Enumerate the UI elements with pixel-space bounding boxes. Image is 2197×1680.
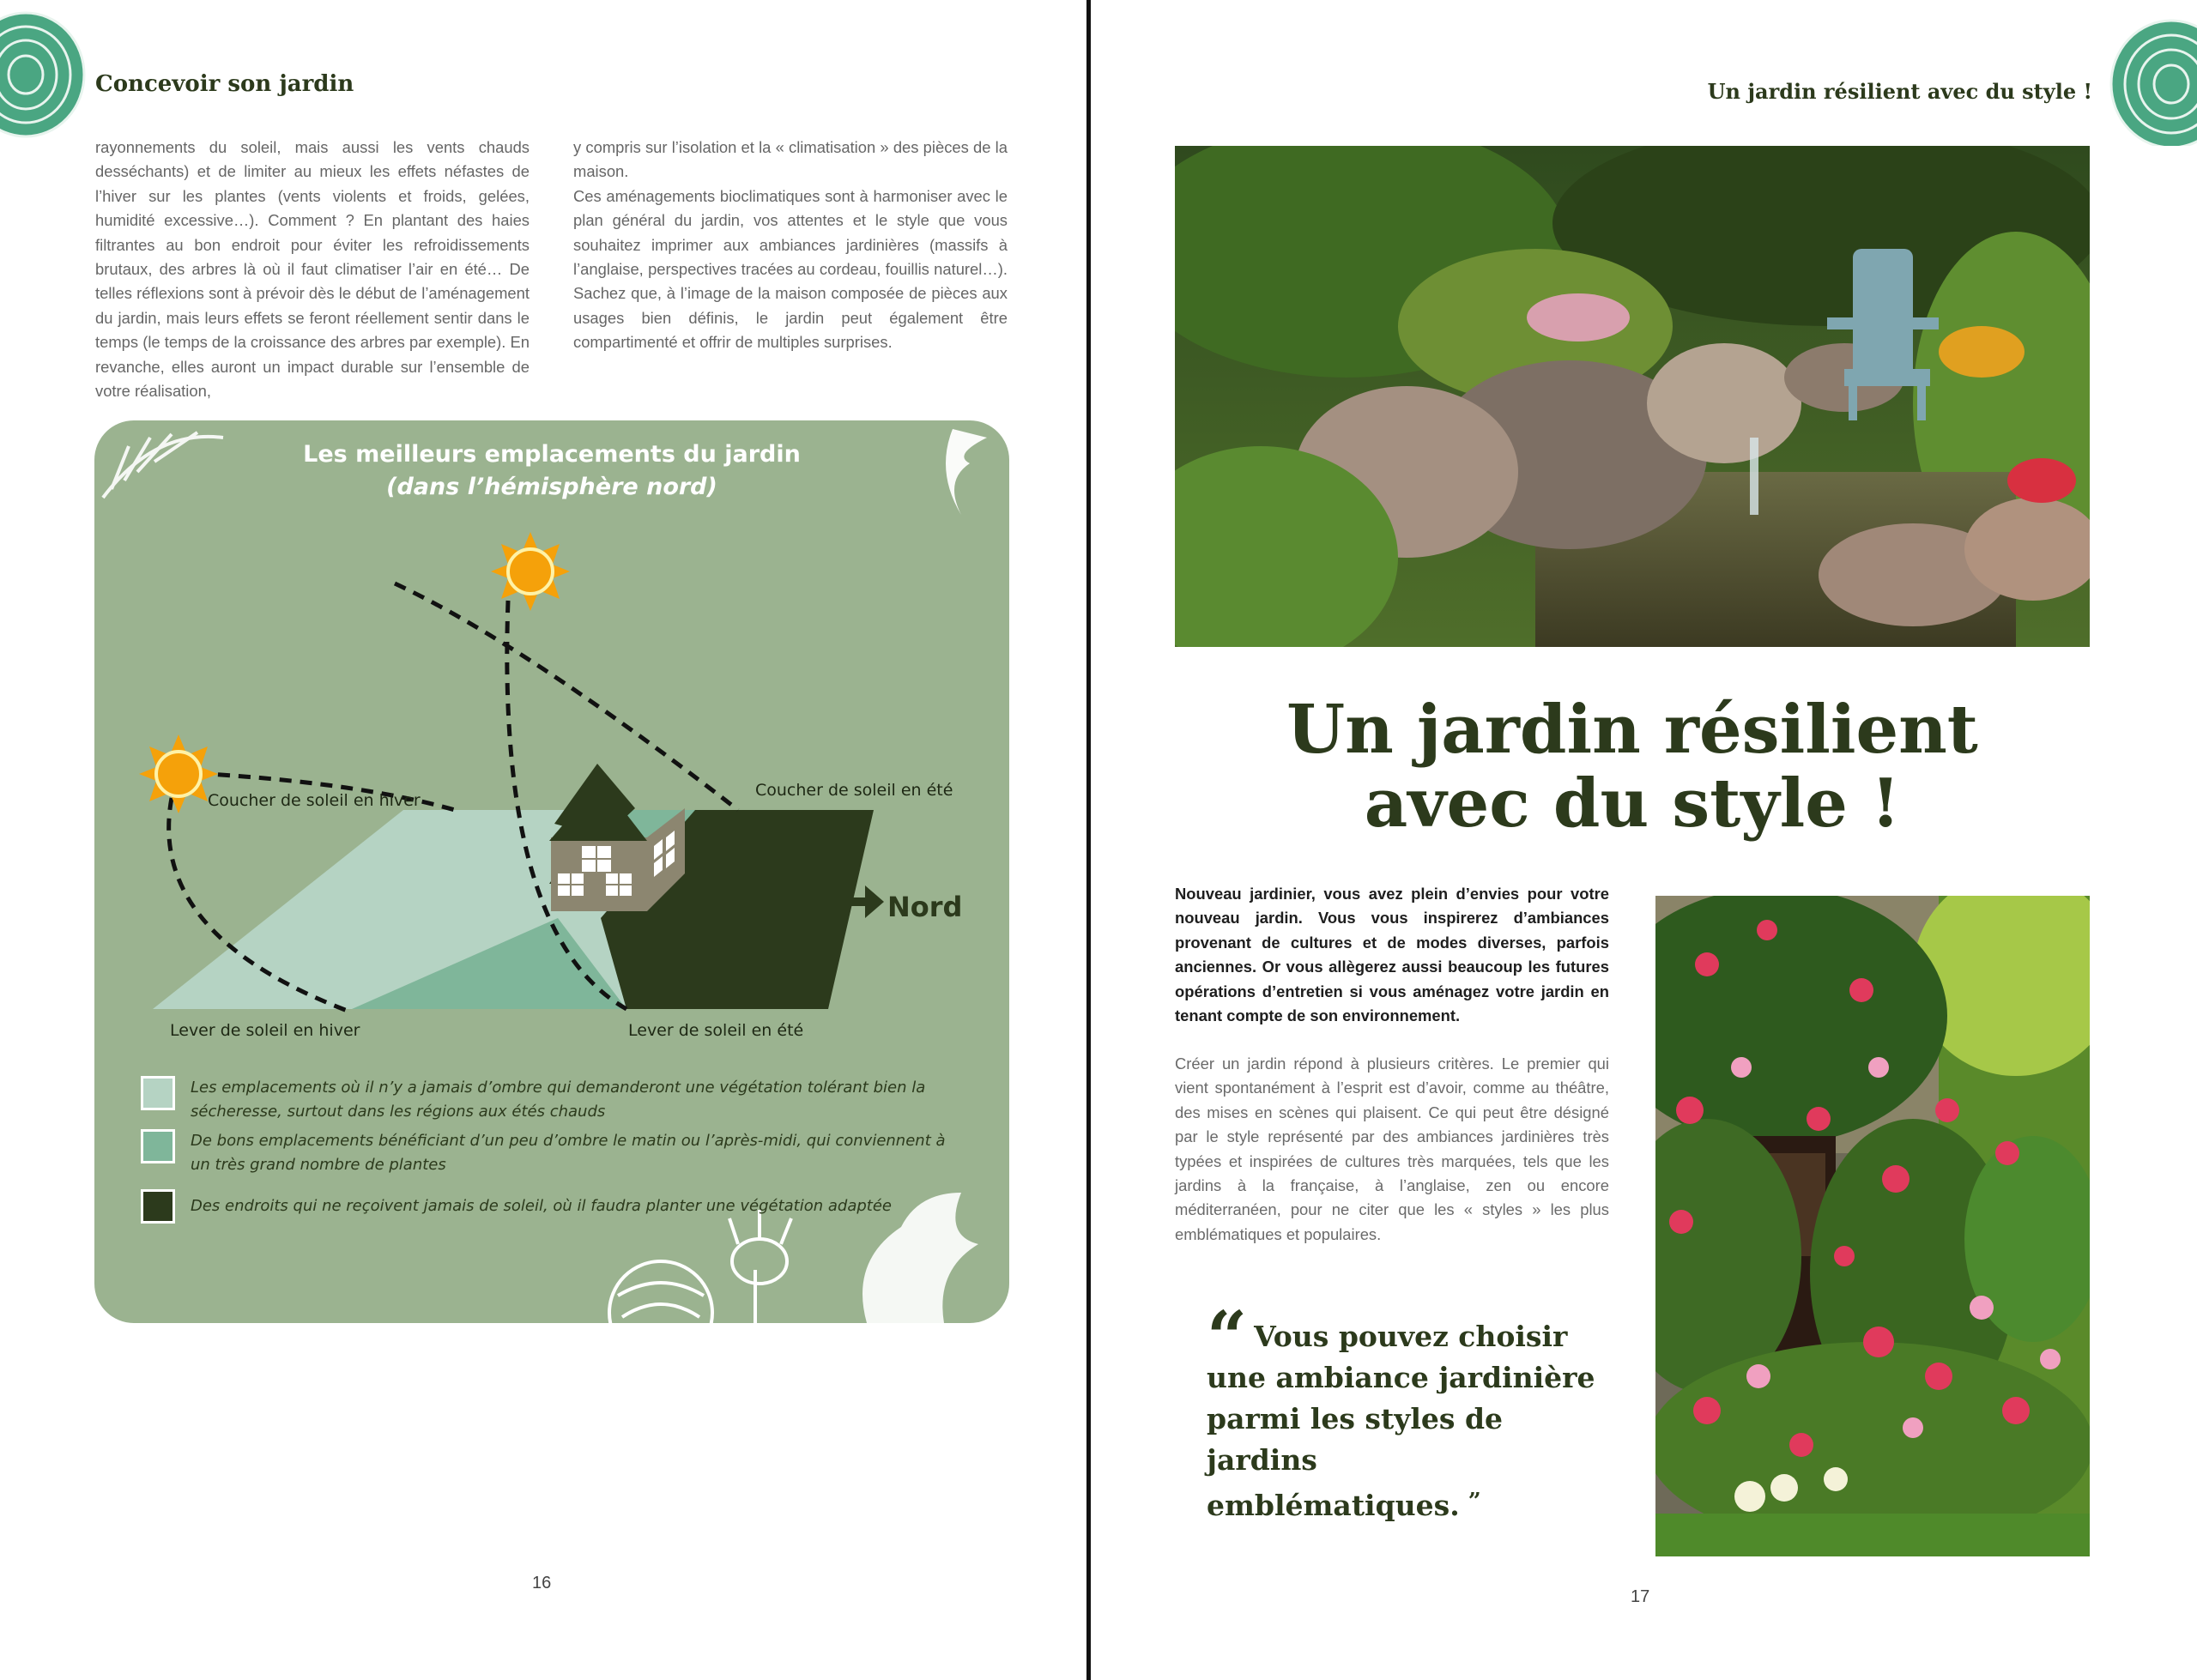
legend-item (141, 1129, 946, 1177)
quote-close-mark: ” (1468, 1489, 1481, 1514)
running-head-left: Concevoir son jardin (95, 71, 354, 97)
running-head-right: Un jardin résilient avec du style ! (1707, 79, 2092, 104)
legend-item (141, 1076, 946, 1124)
house-icon (549, 764, 685, 911)
succulent-rosette-icon (2103, 17, 2197, 146)
infographic-title: Les meilleurs emplacements du jardin (303, 441, 801, 468)
artichoke-icon (609, 1261, 712, 1323)
body-paragraph: Ces aménagements bioclimatiques sont à harmoniser avec le plan général du jardin, vos attentes et le style que vous souhaitez imprimer aux ambiances jardinières (massifs à l’anglaise, perspectives tracées au cordeau, fouillis naturel…). Sachez que, à l’image de la maison composée de pièces aux usages bien définis, le jardin peut également être compartimenté et offrir de multiples surprises. (573, 186, 1008, 352)
pull-quote-text: Vous pouvez choisir une ambiance jardinière parmi les styles de jardins emblématiques. (1207, 1320, 1595, 1522)
sun-path-infographic (94, 420, 1009, 1323)
article-headline (1143, 693, 2121, 841)
thistle-flower-icon (729, 1210, 791, 1323)
legend-swatch (141, 1129, 175, 1163)
legend-swatch (141, 1189, 175, 1224)
pull-quote (1207, 1296, 1601, 1526)
sun-icon (139, 734, 218, 813)
legend-text: Les emplacements où il n’y a jamais d’ombre qui demanderont une végétation tolérant bien la sécheresse, surtout dans les régions aux étés chauds (191, 1079, 926, 1121)
headline-line: avec du style ! (1364, 764, 1901, 843)
legend-item (141, 1189, 946, 1224)
body-paragraph: Créer un jardin répond à plusieurs critères. Le premier qui vient spontanément à l’esprit est d’avoir, comme au théâtre, des mises en scènes qui plaisent. Ce qui peut être désigné par le style représenté par des ambiances jardinières très typées et inspirées de cultures très marquées, tels que les jardins à la française, à l’anglaise, zen ou encore méditerranéen, pour ne citer que les « styles » les plus emblématiques et populaires. (1175, 1055, 1609, 1243)
page-number-right: 17 (1631, 1587, 1650, 1606)
label-north: Nord (887, 891, 963, 923)
label-summer-sunset: Coucher de soleil en été (755, 781, 953, 800)
body-paragraph: rayonnements du soleil, mais aussi les vents chauds desséchants) et de limiter au mieux les effets néfastes de l’hiver sur les plantes (vents violents et froids, gelées, humidité excessive…). Comment ? En plantant des haies filtrantes au bon endroit pour éviter les refroidissements brutaux, des arbres là où il faut climatiser l’air en été… De telles réflexions sont à prévoir dès le début de l’aménagement du jardin, mais leurs effets se feront réellement sentir dans le temps (le temps de la croissance des arbres par exemple). En revanche, elles auront un impact durable sur l’ensemble de votre réalisation, (95, 138, 530, 401)
north-arrow-head (865, 885, 884, 918)
body-column-1 (95, 136, 530, 403)
cottage-garden-photo (1655, 896, 2090, 1556)
legend-text: De bons emplacements bénéficiant d’un peu d’ombre le matin ou l’après-midi, qui conviennent à un très grand nombre de plantes (191, 1132, 946, 1174)
body-column-2 (573, 136, 1008, 355)
body-paragraph: y compris sur l’isolation et la « climatisation » des pièces de la maison. (573, 138, 1008, 181)
page-number-left: 16 (532, 1574, 552, 1592)
quote-open-mark: “ (1207, 1296, 1248, 1379)
north-arrow (841, 897, 867, 906)
legend-text: Des endroits qui ne reçoivent jamais de soleil, où il faudra planter une végétation adaptée (191, 1197, 892, 1215)
intro-paragraph: Nouveau jardinier, vous avez plein d’envies pour votre nouveau jardin. Vous vous inspirerez d’ambiances provenant de cultures et de modes diverses, parfois anciennes. Or vous allègerez aussi beaucoup les futures opérations d’entretien si vous aménagez votre jardin en tenant compte de son environnement. (1175, 885, 1609, 1025)
infographic-subtitle: (dans l’hémisphère nord) (386, 474, 717, 500)
succulent-rosette-icon (0, 10, 86, 139)
headline-line: Un jardin résilient (1286, 691, 1978, 769)
legend-swatch (141, 1076, 175, 1110)
label-winter-sunrise: Lever de soleil en hiver (170, 1021, 360, 1040)
label-winter-sunset: Coucher de soleil en hiver (208, 791, 421, 810)
sun-icon (491, 532, 570, 611)
sun-path-diagram (94, 420, 1009, 1323)
label-summer-sunrise: Lever de soleil en été (628, 1021, 804, 1040)
pond-garden-photo (1175, 146, 2090, 647)
summer-sun-path (395, 583, 738, 810)
book-spine (1086, 0, 1091, 1680)
